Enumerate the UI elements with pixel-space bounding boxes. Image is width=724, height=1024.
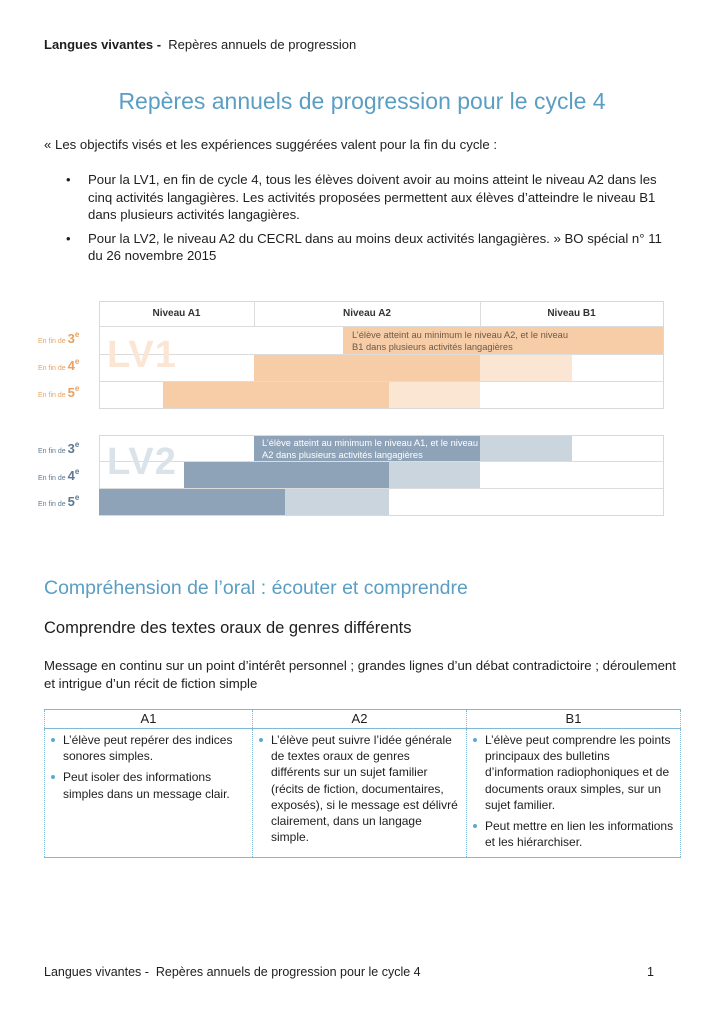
lv1-description: L’élève atteint au minimum le niveau A2, et le niveau B1 dans plusieurs activités langagières	[352, 330, 569, 352]
table-cell-b1	[467, 729, 681, 858]
lv1-bar-4e-main	[254, 355, 480, 381]
lv1-bar-5e-ext	[389, 382, 480, 408]
column-header-b1: Niveau B1	[547, 308, 596, 319]
list-item: Peut mettre en lien les informations et les hiérarchiser.	[471, 818, 676, 850]
intro-text: « Les objectifs visés et les expériences suggérées valent pour la fin du cycle :	[44, 137, 498, 152]
lv2-description: L’élève atteint au minimum le niveau A1, et le niveau A2 dans plusieurs activités langagières	[262, 438, 479, 460]
lv2-bar-4e-main	[184, 462, 389, 488]
lv2-watermark: LV2	[107, 441, 177, 483]
sub-title: Comprendre des textes oraux de genres différents	[44, 619, 412, 637]
row-label-suffix: e	[74, 384, 80, 393]
lv2-row-label-5e	[38, 493, 79, 509]
row-label-suffix: e	[74, 357, 80, 366]
table-cell-a1	[45, 729, 253, 858]
row-label-suffix: e	[74, 440, 80, 449]
objective-lv1: • Pour la LV1, en fin de cycle 4, tous les élèves doivent avoir au moins atteint le niveau A2 dans les cinq activités langagières. Les activités proposées permettent aux élèves d’atteindre le niveau B1 dans plusieurs activités langagières.	[64, 171, 674, 224]
row-label-prefix: En fin de	[38, 365, 66, 372]
column-header-a2: Niveau A2	[343, 308, 391, 319]
lv2-row-label-3e	[38, 440, 79, 456]
levels-table	[44, 709, 681, 858]
row-label-prefix: En fin de	[38, 392, 66, 399]
row-label-prefix: En fin de	[38, 338, 66, 345]
table-row	[45, 729, 681, 858]
table-header-b1: B1	[467, 710, 681, 729]
table-header-a2: A2	[253, 710, 467, 729]
lv2-row-label-4e	[38, 467, 79, 483]
lv1-grid-line	[254, 301, 255, 326]
lv2-bar-5e-main	[99, 489, 285, 515]
lv1-watermark: LV1	[107, 334, 177, 376]
objectives-list	[64, 171, 674, 271]
list-item: L’élève peut comprendre les points principaux des bulletins d’information radiophoniques et de documents oraux simples, sur un sujet familier.	[471, 732, 676, 813]
page-number: 1	[647, 965, 654, 979]
lv2-bar-3e-ext	[480, 436, 572, 461]
section-title: Compréhension de l’oral : écouter et comprendre	[44, 577, 468, 599]
header-topic: Repères annuels de progression	[161, 37, 357, 52]
list-item: L’élève peut suivre l’idée générale de textes oraux de genres différents sur un sujet familier (récits de fiction, documentaires, exposés), si le message est délivré clairement, dans un langage simple.	[257, 732, 462, 845]
message-description: Message en continu sur un point d’intérêt personnel ; grandes lignes d’un débat contradictoire ; déroulement et intrigue d’un récit de fiction simple	[44, 658, 676, 691]
lv1-bar-5e-main	[163, 382, 389, 408]
lv1-row-label-4e	[38, 357, 79, 373]
table-header-a1: A1	[45, 710, 253, 729]
objective-lv2: • Pour la LV2, le niveau A2 du CECRL dans au moins deux activités langagières. » BO spécial n° 11 du 26 novembre 2015	[64, 230, 674, 265]
lv1-bar-4e-ext	[480, 355, 572, 381]
table-header-row	[45, 710, 681, 729]
lv1-row-label-3e	[38, 330, 79, 346]
lv2-bar-4e-ext	[389, 462, 480, 488]
page-footer: Langues vivantes - Repères annuels de progression pour le cycle 4	[44, 965, 421, 979]
lv2-bar-5e-ext	[285, 489, 389, 515]
list-item: L’élève peut repérer des indices sonores simples.	[49, 732, 248, 764]
row-label-number: 4	[67, 468, 75, 483]
row-label-prefix: En fin de	[38, 475, 66, 482]
row-label-number: 4	[67, 358, 75, 373]
row-label-number: 5	[67, 385, 75, 400]
row-label-suffix: e	[74, 467, 80, 476]
page-header	[44, 37, 356, 52]
row-label-suffix: e	[74, 330, 80, 339]
row-label-number: 5	[67, 494, 75, 509]
row-label-number: 3	[67, 331, 75, 346]
page-title: Repères annuels de progression pour le cycle 4	[118, 88, 606, 114]
row-label-suffix: e	[74, 493, 80, 502]
lv1-grid-line	[480, 301, 481, 326]
lv1-row-label-5e	[38, 384, 79, 400]
row-label-number: 3	[67, 441, 75, 456]
list-item: Peut isoler des informations simples dans un message clair.	[49, 769, 248, 801]
row-label-prefix: En fin de	[38, 501, 66, 508]
table-cell-a2	[253, 729, 467, 858]
header-subject: Langues vivantes -	[44, 37, 162, 52]
row-label-prefix: En fin de	[38, 448, 66, 455]
column-header-a1: Niveau A1	[152, 308, 201, 319]
